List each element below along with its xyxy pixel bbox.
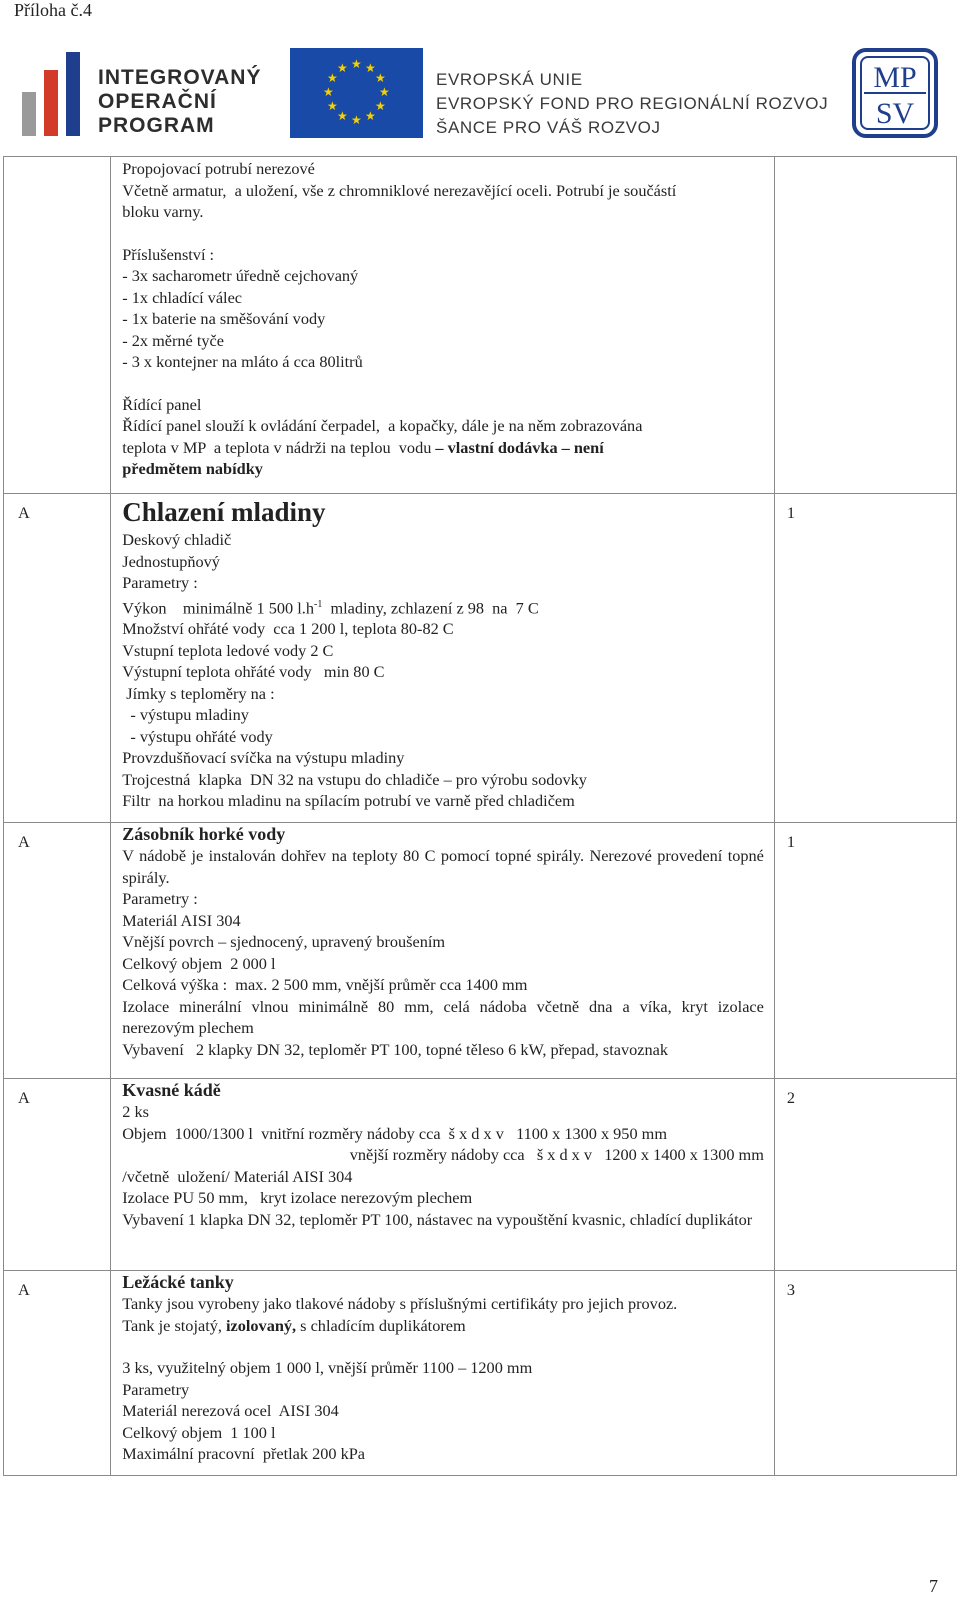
line: Vnější povrch – sjednocený, upravený broušením — [122, 932, 446, 952]
line: Izolace PU 50 mm, kryt izolace nerezovým plechem — [122, 1188, 473, 1208]
line: Parametry : — [122, 573, 198, 592]
line-part: Tank je stojatý, — [122, 1315, 226, 1335]
svg-text:★: ★ — [375, 71, 386, 85]
line-part: Výkon minimálně 1 500 l.h — [122, 597, 314, 617]
spacer — [122, 1336, 764, 1357]
mpsv-line: MP — [873, 61, 917, 94]
line: Příslušenství : — [122, 244, 215, 264]
table-row — [4, 1270, 957, 1475]
line: 2 ks — [122, 1102, 149, 1122]
line: 3 ks, využitelný objem 1 000 l, vnější průměr 1100 – 1200 mm — [122, 1358, 533, 1378]
line: - 1x chladící válec — [122, 287, 243, 307]
line — [122, 1315, 764, 1337]
svg-text:★: ★ — [379, 85, 390, 99]
row-description — [111, 1078, 775, 1270]
section-title: Kvasné kádě — [122, 1079, 221, 1100]
row-description — [111, 157, 775, 494]
line: Vybavení 1 klapka DN 32, teploměr PT 100, nástavec na vypouštění kvasnic, chladící duplikátor — [122, 1209, 753, 1229]
line: V nádobě je instalován dohřev na teploty 80 C pomocí topné spirály. Nerezové provedení topné spirály. — [122, 846, 764, 887]
mpsv-logo — [852, 48, 938, 138]
eu-text — [436, 68, 828, 140]
line-part: teplota v MP a teplota v nádrži na teplou vodu — [122, 437, 432, 457]
iop-line: PROGRAM — [98, 114, 215, 137]
svg-text:★: ★ — [351, 113, 362, 127]
row-quantity: 1 — [774, 494, 956, 823]
row-mark: A — [4, 1078, 111, 1270]
line: Řídící panel — [122, 394, 202, 414]
line: - 3x sacharometr úředně cejchovaný — [122, 266, 359, 285]
line: Propojovací potrubí nerezové — [122, 159, 315, 178]
svg-text:★: ★ — [337, 61, 348, 75]
row-mark: A — [4, 494, 111, 823]
svg-text:★: ★ — [327, 71, 338, 85]
line: - 1x baterie na směšování vody — [122, 309, 326, 328]
table-row — [4, 822, 957, 1078]
row-mark: A — [4, 822, 111, 1078]
line: Řídící panel slouží k ovládání čerpadel, a kopačky, dále je na něm zobrazována — [122, 416, 643, 435]
section-title: Zásobník horké vody — [122, 823, 286, 844]
row-mark — [4, 157, 111, 494]
line: - 2x měrné tyče — [122, 330, 224, 350]
line: Množství ohřáté vody cca 1 200 l, teplota 80-82 C — [122, 619, 454, 639]
svg-text:★: ★ — [323, 85, 334, 99]
spacer — [122, 373, 764, 394]
svg-text:★: ★ — [351, 57, 362, 71]
svg-text:★: ★ — [375, 99, 386, 113]
line: Vybavení 2 klapky DN 32, teploměr PT 100, topné těleso 6 kW, přepad, stavoznak — [122, 1039, 669, 1059]
table-row — [4, 494, 957, 823]
line-part-bold: – vlastní dodávka – není — [431, 437, 604, 457]
line: Včetně armatur, a uložení, vše z chromniklové nerezavějící oceli. Potrubí je součástí — [122, 180, 677, 200]
row-quantity — [774, 157, 956, 494]
line: Parametry : — [122, 889, 198, 909]
row-mark: A — [4, 1270, 111, 1475]
line: Trojcestná klapka DN 32 na vstupu do chladiče – pro výrobu sodovky — [122, 769, 587, 789]
row-description — [111, 822, 775, 1078]
table-row — [4, 1078, 957, 1270]
line: Parametry — [122, 1379, 190, 1399]
iop-line: OPERAČNÍ — [98, 90, 217, 113]
section-title: Chlazení mladiny — [122, 497, 326, 527]
line: Celková výška : max. 2 500 mm, vnější průměr cca 1400 mm — [122, 975, 528, 995]
line: Deskový chladič — [122, 530, 232, 549]
spacer — [122, 223, 764, 244]
iop-bars-icon — [22, 52, 82, 136]
line — [122, 437, 764, 459]
eu-flag-icon — [290, 48, 423, 138]
row-quantity: 1 — [774, 822, 956, 1078]
mpsv-line: SV — [875, 97, 915, 130]
page-number: 7 — [929, 1576, 938, 1596]
line: Materiál AISI 304 — [122, 910, 241, 930]
line: Výstupní teplota ohřáté vody min 80 C — [122, 662, 385, 682]
line: Maximální pracovní přetlak 200 kPa — [122, 1444, 366, 1464]
row-description — [111, 1270, 775, 1475]
svg-text:★: ★ — [337, 109, 348, 123]
iop-line: INTEGROVANÝ — [98, 66, 262, 89]
line-part-bold: izolovaný, — [226, 1315, 297, 1335]
eu-line: EVROPSKÁ UNIE — [436, 70, 583, 89]
attachment-label: Příloha č.4 — [14, 0, 92, 20]
row-description — [111, 494, 775, 823]
line: - výstupu mladiny — [122, 705, 249, 725]
row-quantity: 3 — [774, 1270, 956, 1475]
eu-line: ŠANCE PRO VÁŠ ROZVOJ — [436, 118, 661, 137]
table-row — [4, 157, 957, 494]
line: bloku varny. — [122, 202, 204, 221]
line: Jednostupňový — [122, 551, 220, 571]
line: Objem 1000/1300 l vnitřní rozměry nádoby cca š x d x v 1100 x 1300 x 950 mm — [122, 1123, 667, 1143]
line: Izolace minerální vlnou minimálně 80 mm, celá nádoba včetně dna a víka, kryt izolace nerezovým plechem — [122, 996, 764, 1038]
line: Tanky jsou vyrobeny jako tlakové nádoby s příslušnými certifikáty pro jejich provoz. — [122, 1294, 678, 1314]
line-part: s chladícím duplikátorem — [296, 1315, 466, 1335]
line: předmětem nabídky — [122, 459, 263, 478]
line: Materiál nerezová ocel AISI 304 — [122, 1401, 339, 1421]
eu-line: EVROPSKÝ FOND PRO REGIONÁLNÍ ROZVOJ — [436, 94, 829, 113]
line: Celkový objem 2 000 l — [122, 953, 276, 973]
line: vnější rozměry nádoby cca š x d x v 1200 x 1400 x 1300 mm — [349, 1145, 764, 1165]
line: /včetně uložení/ Materiál AISI 304 — [122, 1166, 353, 1186]
svg-text:★: ★ — [365, 61, 376, 75]
line-part: mladiny, zchlazení z 98 na 7 C — [322, 597, 539, 617]
row-quantity: 2 — [774, 1078, 956, 1270]
line: Provzdušňovací svíčka na výstupu mladiny — [122, 748, 405, 768]
svg-text:★: ★ — [327, 99, 338, 113]
eu-stars-icon — [290, 48, 423, 138]
svg-text:★: ★ — [365, 109, 376, 123]
line: Celkový objem 1 100 l — [122, 1422, 276, 1442]
line: Jímky s teploměry na : — [122, 683, 275, 703]
line: - 3 x kontejner na mláto á cca 80litrů — [122, 352, 363, 371]
line: Filtr na horkou mladinu na spílacím potrubí ve varně před chladičem — [122, 791, 575, 811]
iop-text — [98, 66, 261, 138]
specification-table — [3, 156, 957, 1476]
superscript: -1 — [313, 598, 323, 610]
line — [122, 594, 764, 619]
line: - výstupu ohřáté vody — [122, 726, 273, 746]
line: Vstupní teplota ledové vody 2 C — [122, 640, 334, 660]
iop-logo — [22, 52, 262, 137]
section-title: Ležácké tanky — [122, 1271, 234, 1292]
